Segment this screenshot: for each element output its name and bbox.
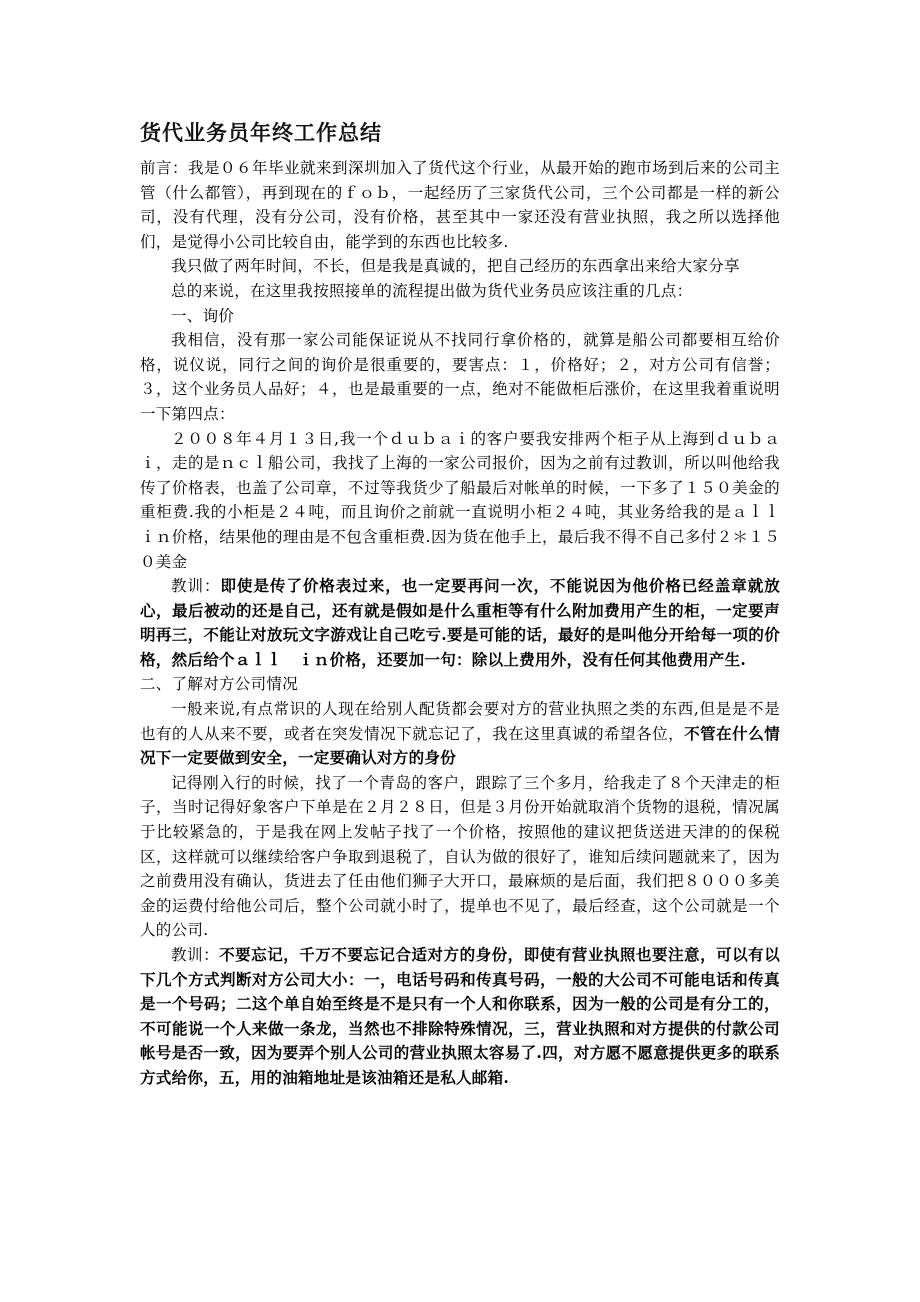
case-paragraph-qingdao: 记得刚入行的时候，找了一个青岛的客户，跟踪了三个多月，给我走了８个天津走的柜子，当时记得好象客户下单是在２月２８日，但是３月份开始就取消个货物的退税，情况属于比较紧急的，于是我在网上发帖子找了一个价格，按照他的建议把货送进天津的的保税区，这样就可以继续给客户争取到退税了，自认为做的很好了，谁知后续问题就来了，因为之前费用没有确认，货进去了任由他们狮子大开口，最麻烦的是后面，我们把８０００多美金的运费付给他公司后，整个公司就小时了，提单也不见了，最后经查，这个公司就是一个人的公司. [140, 773, 780, 940]
lesson-paragraph-2 [140, 943, 780, 1091]
license-text: 一般来说,有点常识的人现在给别人配货都会要对方的营业执照之类的东西,但是是不是也有的人从来不要，或者在突发情况下就忘记了，我在这里真诚的希望各位， [140, 700, 780, 743]
lesson-text: 不要忘记，千万不要忘记合适对方的身份，即使有营业执照也要注意，可以有以下几个方式判断对方公司大小：一，电话号码和传真号码，一般的大公司不可能电话和传真是一个号码；二这个单自始至终是不是只有一个人和你联系，因为一般的公司是有分工的，不可能说一个人来做一条龙，当然也不排除特殊情况，三，营业执照和对方提供的付款公司帐号是否一致，因为要弄个别人公司的营业执照太容易了.四，对方愿不愿意提供更多的联系方式给你，五，用的油箱地址是该油箱还是私人邮箱. [140, 945, 780, 1087]
license-emphasis: 不管在什么情况下一定要做到安全，一定要确认对方的身份 [140, 723, 780, 768]
lesson-label: 教训： [171, 577, 221, 596]
document-page [140, 118, 796, 1091]
license-paragraph [140, 697, 780, 771]
lesson-text: 即使是传了价格表过来，也一定要再问一次，不能说因为他价格已经盖章就放心，最后被动的还是自己，还有就是假如是什么重柜等有什么附加费用产生的柜，一定要声明再三，不能让对放玩文字游戏让自己吃亏.要是可能的话，最好的是叫他分开给每一项的价格，然后给个ａｌｌ ｉｎ价格，还要加一句：除以上费用外，没有任何其他费用产生. [140, 576, 780, 669]
overall-paragraph: 总的来说，在这里我按照接单的流程提出做为货代业务员应该注重的几点： [171, 281, 693, 300]
section-heading-inquiry: 一、询价 [171, 306, 235, 325]
lesson-paragraph-1 [140, 574, 780, 672]
document-body [140, 156, 796, 1091]
case-paragraph-dubai: ２００８年４月１３日,我一个ｄｕｂａｉ的客户要我安排两个柜子从上海到ｄｕｂａｉ，走的是ｎｃｌ船公司，我找了上海的一家公司报价，因为之前有过教训，所以叫他给我传了价格表，也盖了公司章，不过等我货少了船最后对帐单的时候，一下多了１５０美金的重柜费.我的小柜是２４吨，而且询价之前就一直说明小柜２４吨，其业务给我的是ａｌｌ ｉｎ价格，结果他的理由是不包含重柜费.因为货在他手上，最后我不得不自己多付２＊１５０美金 [140, 429, 796, 571]
document-title: 货代业务员年终工作总结 [140, 121, 382, 145]
inquiry-paragraph: 我相信，没有那一家公司能保证说从不找同行拿价格的，就算是船公司都要相互给价格，说仪说，同行之间的询价是很重要的，要害点：１，价格好；２，对方公司有信誉；３，这个业务员人品好；４，也是最重要的一点，绝对不能做柜后涨价，在这里我着重说明一下第四点： [140, 331, 780, 423]
lesson-label: 教训： [171, 946, 220, 964]
share-paragraph: 我只做了两年时间，不长，但是我是真诚的，把自己经历的东西拿出来给大家分享 [171, 257, 740, 276]
preface-paragraph: 前言：我是０６年毕业就来到深圳加入了货代这个行业，从最开始的跑市场到后来的公司主管（什么都管），再到现在的ｆｏｂ，一起经历了三家货代公司，三个公司都是一样的新公司，没有代理，没有分公司，没有价格，甚至其中一家还没有营业执照，我之所以选择他们，是觉得小公司比较自由，能学到的东西也比较多. [140, 159, 780, 251]
section-heading-company: 二、了解对方公司情况 [140, 675, 299, 694]
